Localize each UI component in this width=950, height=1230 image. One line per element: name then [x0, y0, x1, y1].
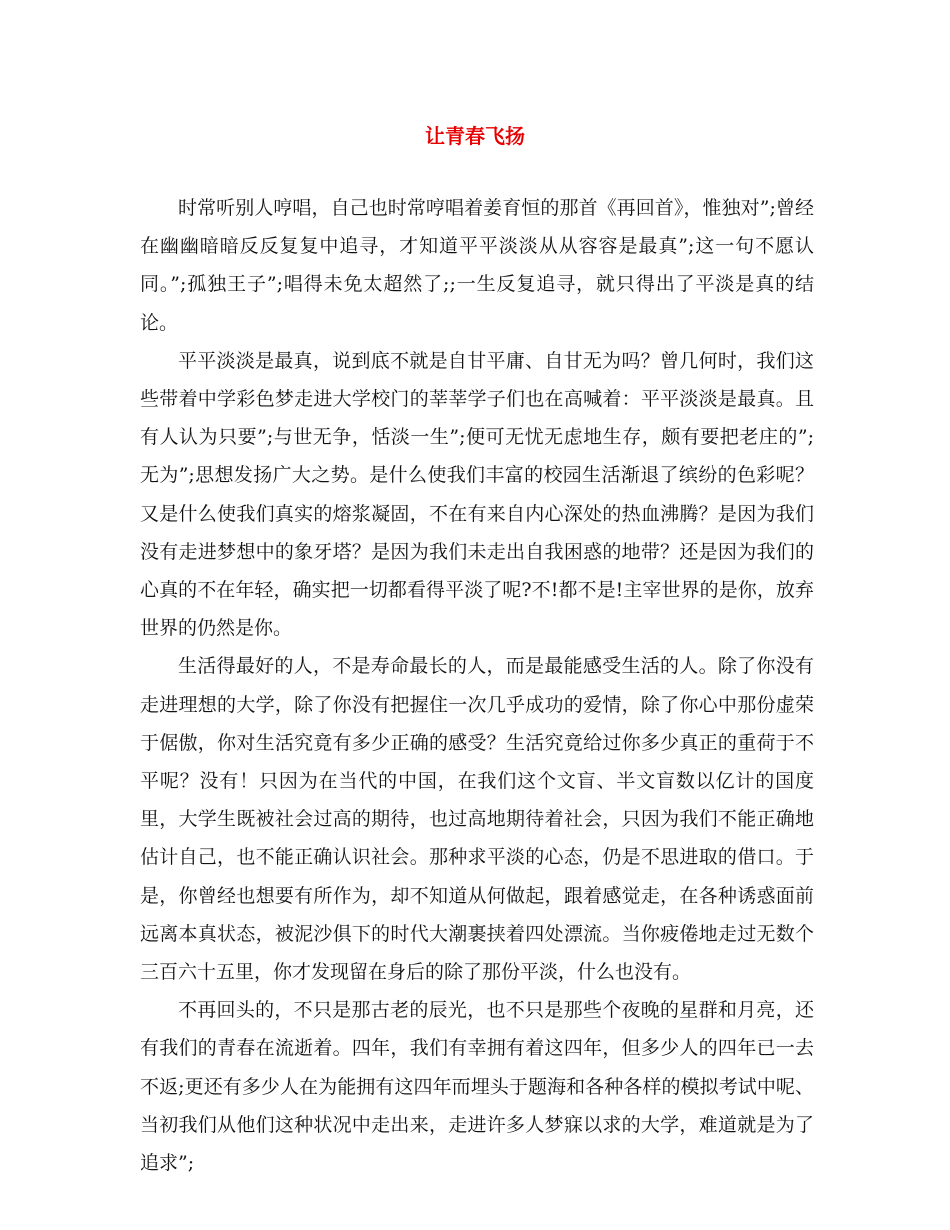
- paragraph-3: 生活得最好的人，不是寿命最长的人，而是最能感受生活的人。除了你没有走进理想的大学，除了你没有把握住一次几乎成功的爱情，除了你心中那份虚荣于倨傲，你对生活究竟有多少正确的感受？生活究竟给过你多少真正的重荷于不平呢？没有！只因为在当代的中国，在我们这个文盲、半文盲数以亿计的国度里，大学生既被社会过高的期待，也过高地期待着社会，只因为我们不能正确地估计自己，也不能正确认识社会。那种求平淡的心态，仍是不思进取的借口。于是，你曾经也想要有所作为，却不知道从何做起，跟着感觉走，在各种诱惑面前远离本真状态，被泥沙俱下的时代大潮裹挟着四处漂流。当你疲倦地走过无数个三百六十五里，你才发现留在身后的除了那份平淡，什么也没有。: [140, 655, 814, 984]
- document-title: 让青春飞扬: [425, 124, 525, 148]
- paragraph-4: 不再回头的，不只是那古老的辰光，也不只是那些个夜晚的星群和月亮，还有我们的青春在流逝着。四年，我们有幸拥有着这四年，但多少人的四年已一去不返;更还有多少人在为能拥有这四年而埋头于题海和各种各样的模拟考试中呢、当初我们从他们这种状况中走出来，走进许多人梦寐以求的大学，难道就是为了追求”;: [140, 999, 814, 1175]
- paragraph-2: 平平淡淡是最真，说到底不就是自甘平庸、自甘无为吗？曾几何时，我们这些带着中学彩色梦走进大学校门的莘莘学子们也在高喊着：平平淡淡是最真。且有人认为只要”;与世无争，恬淡一生”;便可无忧无虑地生存，颇有要把老庄的”;无为”;思想发扬广大之势。是什么使我们丰富的校园生活渐退了缤纷的色彩呢？又是什么使我们真实的熔浆凝固，不在有来自内心深处的热血沸腾？是因为我们没有走进梦想中的象牙塔？是因为我们未走出自我困惑的地带？还是因为我们的心真的不在年轻，确实把一切都看得平淡了呢?不!都不是!主宰世界的是你，放弃世界的仍然是你。: [140, 349, 814, 640]
- document-body: [140, 189, 814, 1182]
- paragraph-1: 时常听别人哼唱，自己也时常哼唱着姜育恒的那首《再回首》，惟独对”;曾经在幽幽暗暗反反复复中追寻，才知道平平淡淡从从容容是最真”;这一句不愿认同。”;孤独王子”;唱得未免太超然了;;一生反复追寻，就只得出了平淡是真的结论。: [140, 197, 814, 334]
